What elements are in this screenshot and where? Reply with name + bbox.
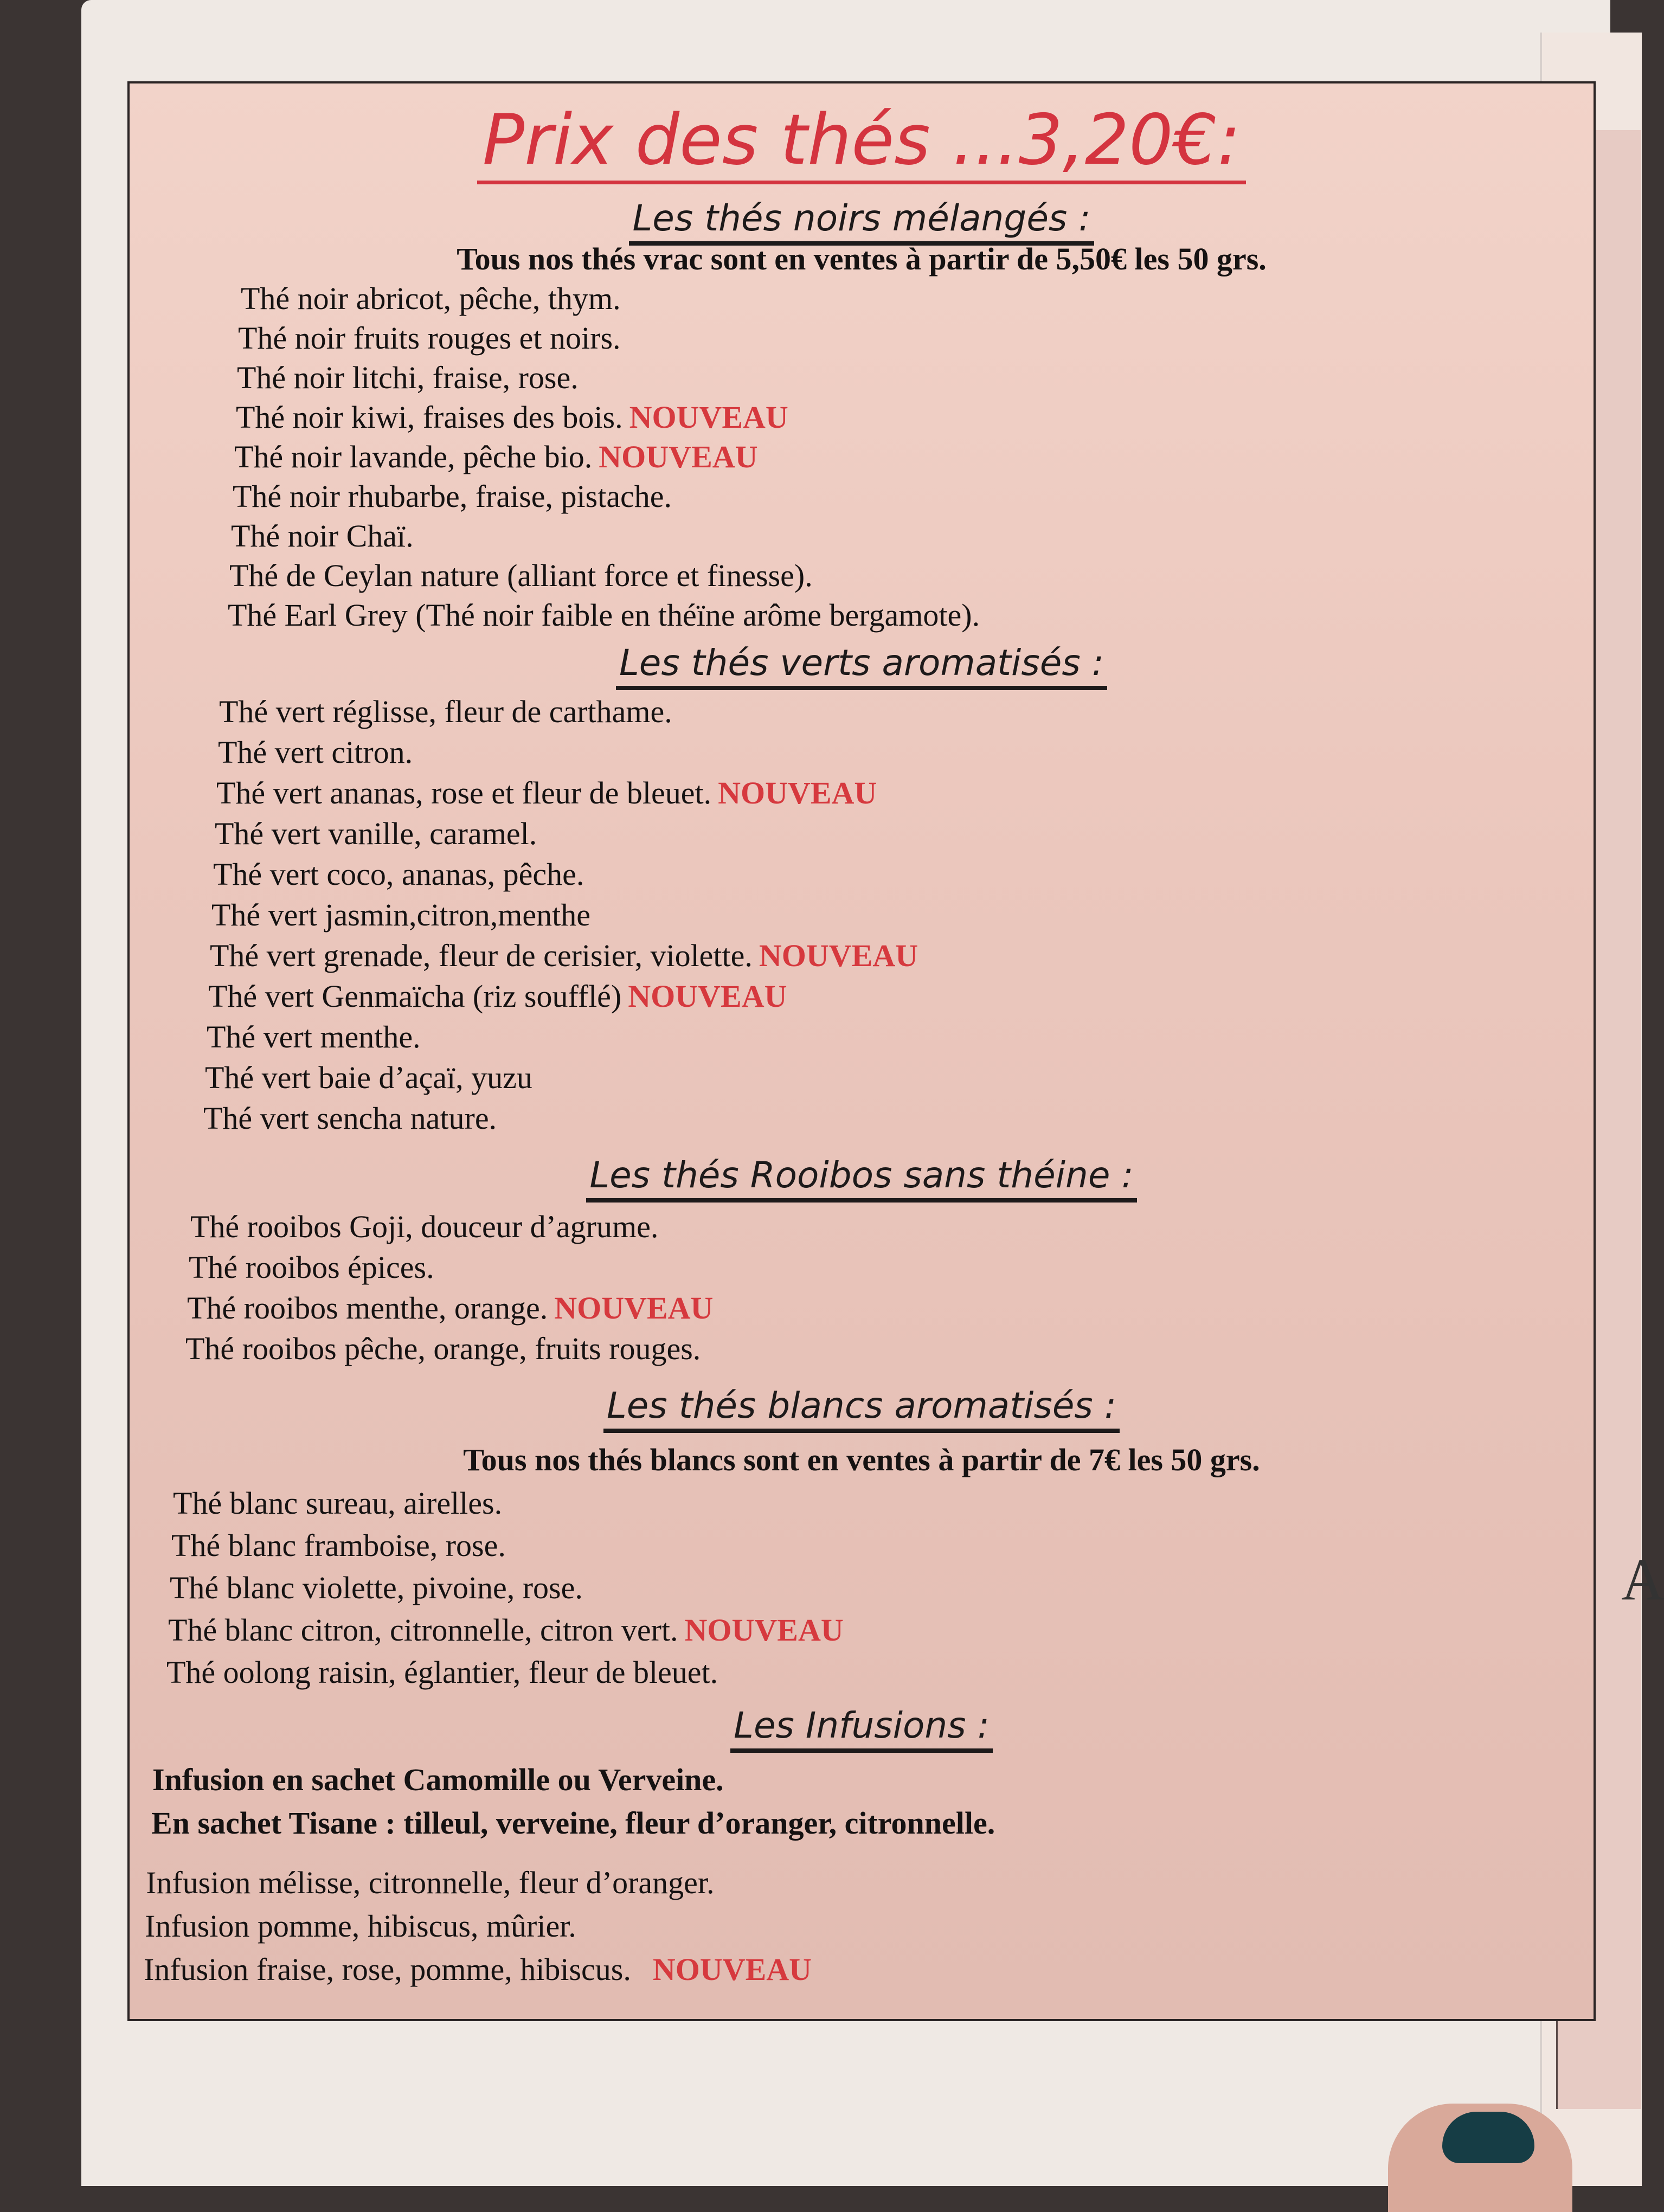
- tea-item: Thé blanc citron, citronnelle, citron vert. NOUVEAU: [168, 1612, 844, 1648]
- tea-item: Thé Earl Grey (Thé noir faible en théïne arôme bergamote).: [228, 597, 980, 633]
- fingernail: [1442, 2112, 1534, 2163]
- section-heading-infusions: Les Infusions :: [130, 1705, 1594, 1746]
- new-badge: NOUVEAU: [599, 439, 758, 474]
- section-heading-blancs: Les thés blancs aromatisés :: [130, 1385, 1594, 1426]
- bulk-price-note-noirs: Tous nos thés vrac sont en ventes à partir de 5,50€ les 50 grs.: [457, 241, 1267, 276]
- tea-menu-page: [127, 81, 1596, 2021]
- tea-item: Thé rooibos menthe, orange. NOUVEAU: [187, 1290, 714, 1326]
- tisane-sachet-line: En sachet Tisane : tilleul, verveine, fleur d’oranger, citronnelle.: [151, 1805, 995, 1841]
- tea-item: Thé rooibos Goji, douceur d’agrume.: [190, 1209, 659, 1244]
- tea-item: Thé vert sencha nature.: [203, 1101, 497, 1136]
- infusion-item: Infusion mélisse, citronnelle, fleur d’oranger.: [146, 1865, 715, 1900]
- tea-item: Thé vert jasmin,citron,menthe: [211, 897, 591, 933]
- tea-item: Thé vert Genmaïcha (riz soufflé) NOUVEAU: [208, 979, 787, 1014]
- adjacent-page-letter: A: [1621, 1546, 1664, 1612]
- new-badge: NOUVEAU: [684, 1612, 844, 1648]
- tea-item: Thé noir kiwi, fraises des bois. NOUVEAU: [236, 400, 788, 435]
- tea-item: Thé oolong raisin, églantier, fleur de bleuet.: [166, 1655, 718, 1690]
- infusion-item: Infusion fraise, rose, pomme, hibiscus. NOUVEAU: [144, 1952, 812, 1987]
- tea-item: Thé vert grenade, fleur de cerisier, violette. NOUVEAU: [210, 938, 918, 973]
- tea-item: Thé vert baie d’açaï, yuzu: [205, 1060, 532, 1095]
- tea-item: Thé blanc framboise, rose.: [171, 1528, 506, 1563]
- tea-item: Thé vert ananas, rose et fleur de bleuet. NOUVEAU: [216, 775, 877, 811]
- new-badge: NOUVEAU: [652, 1952, 812, 1987]
- tea-item: Thé vert coco, ananas, pêche.: [213, 857, 584, 892]
- tea-item: Thé noir fruits rouges et noirs.: [238, 320, 621, 356]
- tea-item: Thé vert réglisse, fleur de carthame.: [219, 694, 672, 729]
- tea-item: Thé rooibos épices.: [189, 1250, 434, 1285]
- tea-item: Thé blanc violette, pivoine, rose.: [170, 1570, 583, 1605]
- section-heading-verts: Les thés verts aromatisés :: [130, 642, 1594, 684]
- tea-item: Thé noir abricot, pêche, thym.: [241, 281, 621, 316]
- new-badge: NOUVEAU: [759, 938, 918, 973]
- new-badge: NOUVEAU: [554, 1290, 714, 1326]
- tea-item: Thé noir rhubarbe, fraise, pistache.: [233, 479, 672, 514]
- section-heading-rooibos: Les thés Rooibos sans théine :: [130, 1154, 1594, 1196]
- new-badge: NOUVEAU: [628, 979, 787, 1014]
- new-badge: NOUVEAU: [629, 400, 788, 435]
- tea-item: Thé noir Chaï.: [231, 518, 414, 554]
- tea-item: Thé blanc sureau, airelles.: [173, 1486, 503, 1521]
- tea-item: Thé noir litchi, fraise, rose.: [237, 360, 579, 395]
- tea-item: Thé noir lavande, pêche bio. NOUVEAU: [234, 439, 758, 474]
- tea-item: Thé de Ceylan nature (alliant force et finesse).: [229, 558, 813, 593]
- tea-item: Thé vert vanille, caramel.: [215, 816, 537, 851]
- new-badge: NOUVEAU: [718, 775, 877, 811]
- section-heading-noirs: Les thés noirs mélangés :: [130, 197, 1594, 239]
- infusion-sachet-line: Infusion en sachet Camomille ou Verveine.: [152, 1762, 724, 1797]
- page-title: Prix des thés ...3,20€:: [130, 100, 1594, 181]
- bulk-price-note-blancs: Tous nos thés blancs sont en ventes à partir de 7€ les 50 grs.: [463, 1442, 1260, 1477]
- tea-item: Thé rooibos pêche, orange, fruits rouges.: [185, 1331, 701, 1366]
- tea-item: Thé vert citron.: [218, 735, 413, 770]
- tea-item: Thé vert menthe.: [207, 1019, 421, 1054]
- infusion-item: Infusion pomme, hibiscus, mûrier.: [145, 1908, 576, 1944]
